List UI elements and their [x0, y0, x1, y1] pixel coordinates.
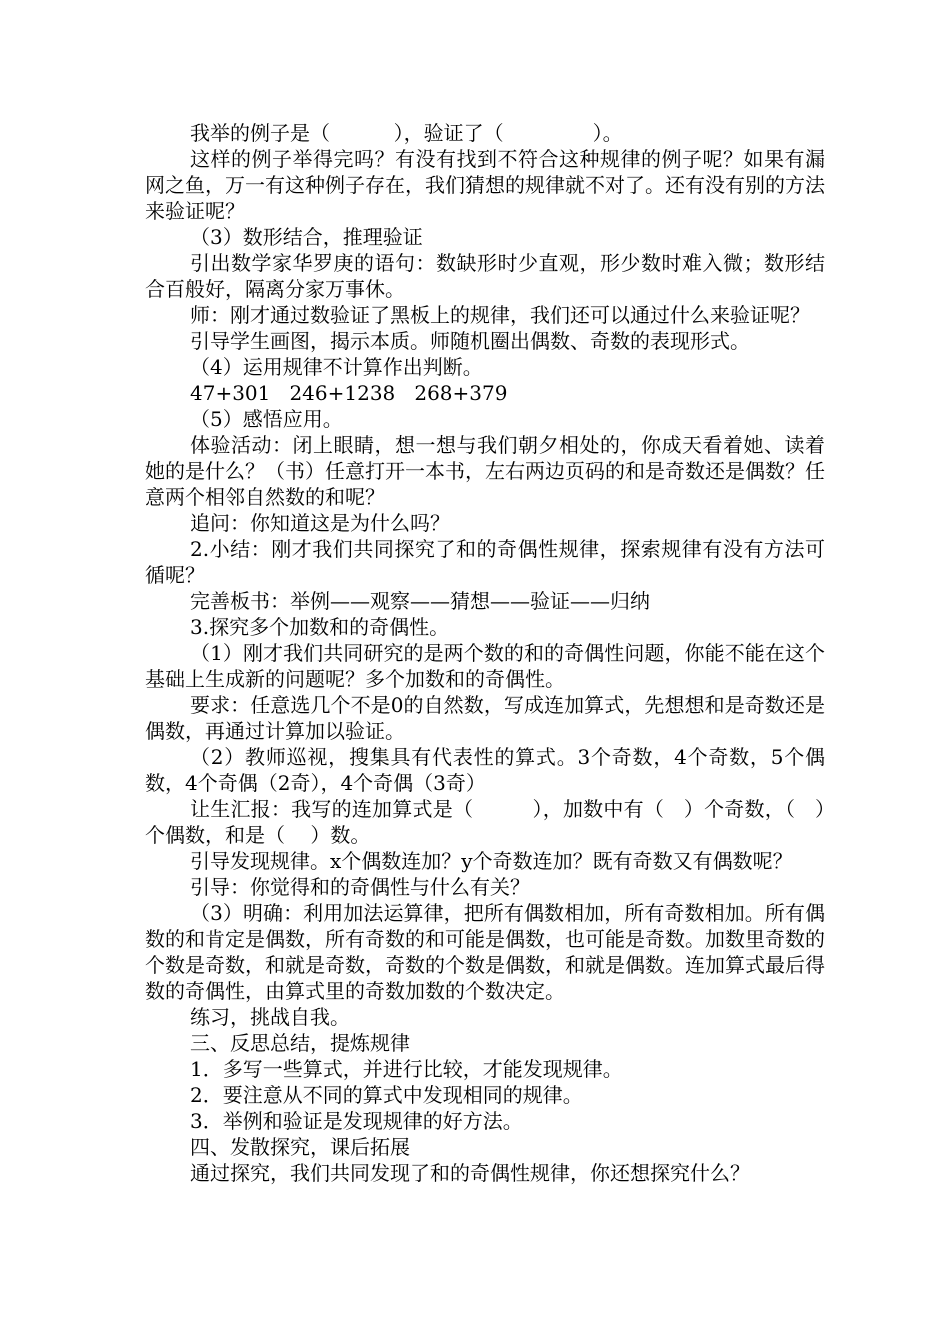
paragraph: （2）教师巡视，搜集具有代表性的算式。3个奇数，4个奇数，5个偶数，4个奇偶（2奇），4个奇偶（3奇） [145, 745, 825, 795]
list-item: 2．要注意从不同的算式中发现相同的规律。 [190, 1083, 583, 1107]
section-heading: （5）感悟应用。 [190, 407, 343, 431]
document-body [145, 120, 825, 1186]
paragraph: 2.小结：刚才我们共同探究了和的奇偶性规律，探索规律有没有方法可循呢？ [145, 537, 825, 587]
list-item: 1．多写一些算式，并进行比较，才能发现规律。 [190, 1057, 623, 1081]
section-heading: 3.探究多个加数和的奇偶性。 [190, 615, 450, 639]
paragraph: 让生汇报：我写的连加算式是（ ），加数中有（ ）个奇数，（ ）个偶数，和是（ ）数。 [145, 797, 825, 847]
section-heading: 三、反思总结，提炼规律 [190, 1031, 410, 1055]
paragraph: 要求：任意选几个不是0的自然数，写成连加算式，先想想和是奇数还是偶数，再通过计算加以验证。 [145, 693, 825, 743]
paragraph: （1）刚才我们共同研究的是两个数的和的奇偶性问题，你能不能在这个基础上生成新的问题呢？多个加数和的奇偶性。 [145, 641, 825, 691]
section-heading: （4）运用规律不计算作出判断。 [190, 355, 483, 379]
paragraph: 完善板书：举例——观察——猜想——验证——归纳 [190, 589, 650, 613]
paragraph: 引导发现规律。x个偶数连加？y个奇数连加？既有奇数又有偶数呢？ [190, 849, 793, 873]
paragraph: 引导：你觉得和的奇偶性与什么有关？ [190, 875, 530, 899]
paragraph: （3）明确：利用加法运算律，把所有偶数相加，所有奇数相加。所有偶数的和肯定是偶数，所有奇数的和可能是偶数，也可能是奇数。加数里奇数的个数是奇数，和就是奇数，奇数的个数是偶数，和就是偶数。连加算式最后得数的奇偶性，由算式里的奇数加数的个数决定。 [145, 901, 825, 1003]
paragraph: 引出数学家华罗庚的语句：数缺形时少直观，形少数时难入微；数形结合百般好，隔离分家万事休。 [145, 251, 825, 301]
paragraph: 体验活动：闭上眼睛，想一想与我们朝夕相处的，你成天看着她、读着她的是什么？（书）任意打开一本书，左右两边页码的和是奇数还是偶数？任意两个相邻自然数的和呢？ [145, 433, 825, 509]
paragraph: 这样的例子举得完吗？有没有找到不符合这种规律的例子呢？如果有漏网之鱼，万一有这种例子存在，我们猜想的规律就不对了。还有没有别的方法来验证呢？ [145, 147, 825, 223]
list-item: 3．举例和验证是发现规律的好方法。 [190, 1109, 523, 1133]
paragraph: 追问：你知道这是为什么吗？ [190, 511, 450, 535]
paragraph: 师：刚才通过数验证了黑板上的规律，我们还可以通过什么来验证呢？ [190, 303, 810, 327]
section-heading: 四、发散探究，课后拓展 [190, 1135, 410, 1159]
expression-list: 47+301 246+1238 268+379 [190, 381, 508, 405]
paragraph: 通过探究，我们共同发现了和的奇偶性规律，你还想探究什么？ [190, 1161, 750, 1185]
paragraph: 练习，挑战自我。 [190, 1005, 350, 1029]
paragraph: 引导学生画图，揭示本质。师随机圈出偶数、奇数的表现形式。 [190, 329, 750, 353]
section-heading: （3）数形结合，推理验证 [190, 225, 423, 249]
paragraph: 我举的例子是（ ），验证了（ ）。 [190, 121, 623, 145]
